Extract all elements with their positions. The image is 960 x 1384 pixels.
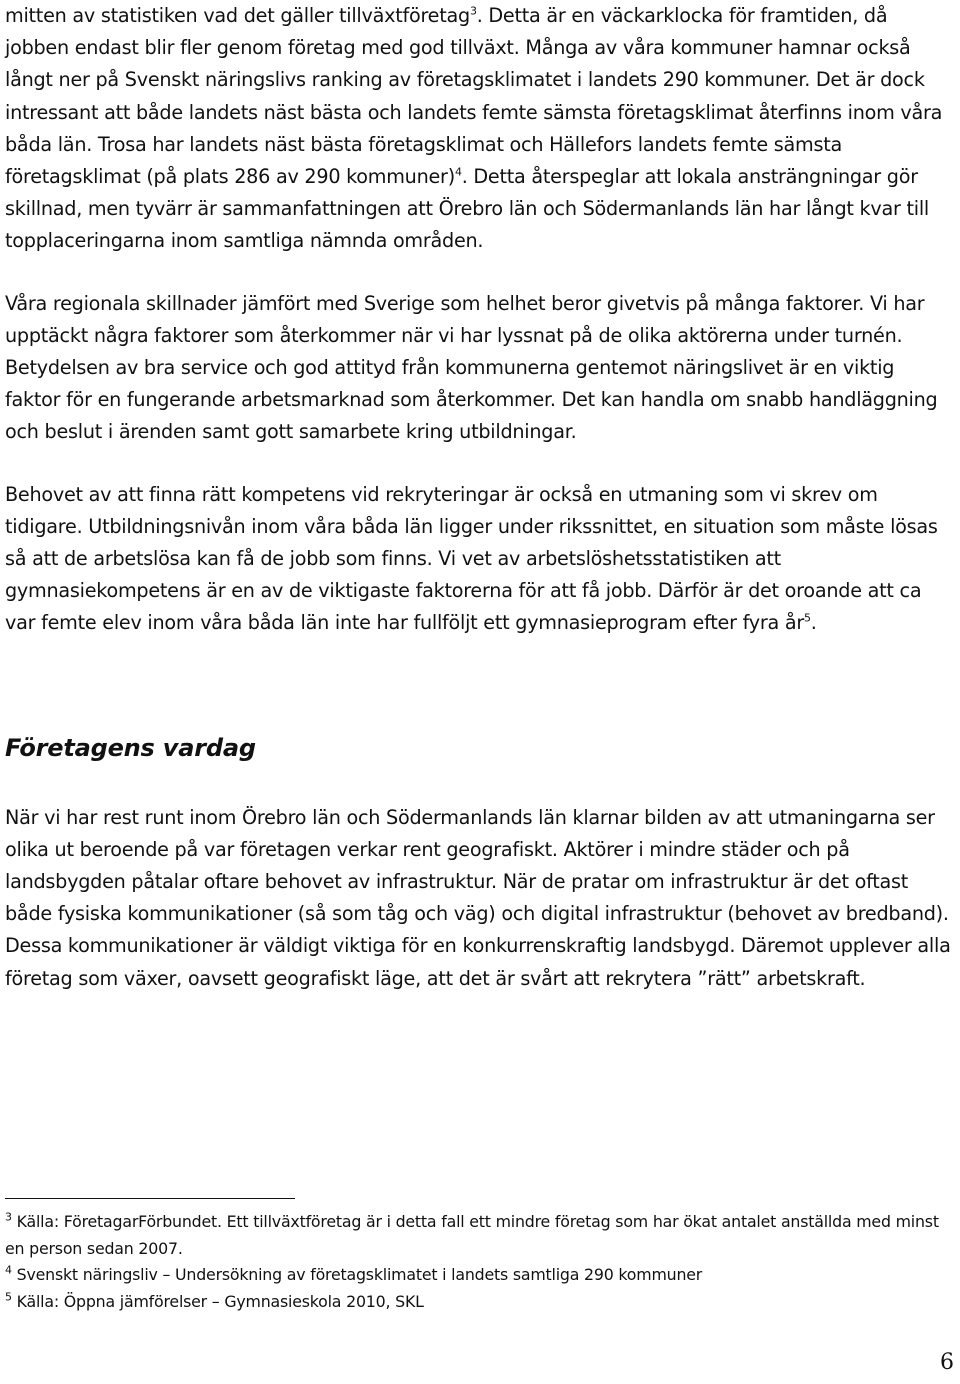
footnote-4 <box>5 1262 955 1289</box>
footnote-text: Källa: Öppna jämförelser – Gymnasieskola 2010, SKL <box>11 1291 424 1311</box>
footnote-5 <box>5 1289 955 1316</box>
paragraph-text: mitten av statistiken vad det gäller tillväxtföretag <box>5 4 470 27</box>
footnote-ref-5: 5 <box>804 612 811 626</box>
page-number: 6 <box>940 1350 954 1375</box>
paragraph-text: . <box>810 611 817 635</box>
footnote-separator <box>5 1198 295 1199</box>
paragraph-text: . Detta är en väckarklocka för framtiden, då jobben endast blir fler genom företag med god tillväxt. Många av våra kommuner hamnar också långt ner på Svenskt näringslivs ranking av företagsklimatet i landets 290 kommuner. Det är dock intressant att både landets näst bästa och landets femte sämsta företagsklimat återfinns inom våra båda län. Trosa har landets näst bästa företagsklimat och Hällefors landets femte sämsta företagsklimat (på plats 286 av 290 kommuner) <box>5 4 943 189</box>
paragraph-text: Behovet av att finna rätt kompetens vid rekryteringar är också en utmaning som vi skrev om tidigare. Utbildningsnivån inom våra båda län ligger under rikssnittet, en situation som måste lösas så att de arbetslösa kan få de jobb som finns. Vi vet av arbetslöshetsstatistiken att gymnasiekompetens är en av de viktigaste faktorerna för att få jobb. Därför är det oroande att ca var femte elev inom våra båda län inte har fullföljt ett gymnasieprogram efter fyra år <box>5 482 938 635</box>
body-paragraph-3 <box>5 479 955 640</box>
body-paragraph-1 <box>5 0 955 258</box>
footnote-ref-4: 4 <box>454 165 462 179</box>
document-page <box>5 0 955 995</box>
footnote-number: 3 <box>5 1210 12 1224</box>
paragraph-text: . Detta återspeglar att lokala ansträngningar gör skillnad, men tyvärr är sammanfattningen att Örebro län och Södermanlands län har långt kvar till topplaceringarna inom samtliga nämnda områden. <box>5 165 929 253</box>
footnote-text: Svenskt näringsliv – Undersökning av företagsklimatet i landets samtliga 290 kommuner <box>11 1265 703 1284</box>
body-paragraph-2: Våra regionala skillnader jämfört med Sverige som helhet beror givetvis på många faktorer. Vi har upptäckt några faktorer som återkommer när vi har lyssnat på de olika aktörerna under turnén. Betydelsen av bra service och god attityd från kommunerna gentemot näringslivet är en viktig faktor för en fungerande arbetsmarknad som återkommer. Det kan handla om snabb handläggning och beslut i ärenden samt gott samarbete kring utbildningar. <box>5 291 938 444</box>
section-heading: Företagens vardag <box>5 733 256 762</box>
footnote-number: 5 <box>5 1290 12 1304</box>
footnotes <box>5 1209 955 1315</box>
footnote-number: 4 <box>5 1263 12 1277</box>
footnote-text: Källa: FöretagarFörbundet. Ett tillväxtföretag är i detta fall ett mindre företag som har ökat antalet anställda med minst en person sedan 2007. <box>5 1212 939 1258</box>
body-paragraph-4: När vi har rest runt inom Örebro län och Södermanlands län klarnar bilden av att utmaningarna ser olika ut beroende på var företagen verkar rent geografiskt. Aktörer i mindre städer och på landsbygden påtalar oftare behovet av infrastruktur. När de pratar om infrastruktur är det oftast både fysiska kommunikationer (så som tåg och väg) och digital infrastruktur (behovet av bredband). Dessa kommunikationer är väldigt viktiga för en konkurrenskraftig landsbygd. Däremot upplever alla företag som växer, oavsett geografiskt läge, att det är svårt att rekrytera ”rätt” arbetskraft. <box>5 805 951 990</box>
footnote-ref-3: 3 <box>469 4 477 18</box>
footnote-3 <box>5 1209 955 1262</box>
